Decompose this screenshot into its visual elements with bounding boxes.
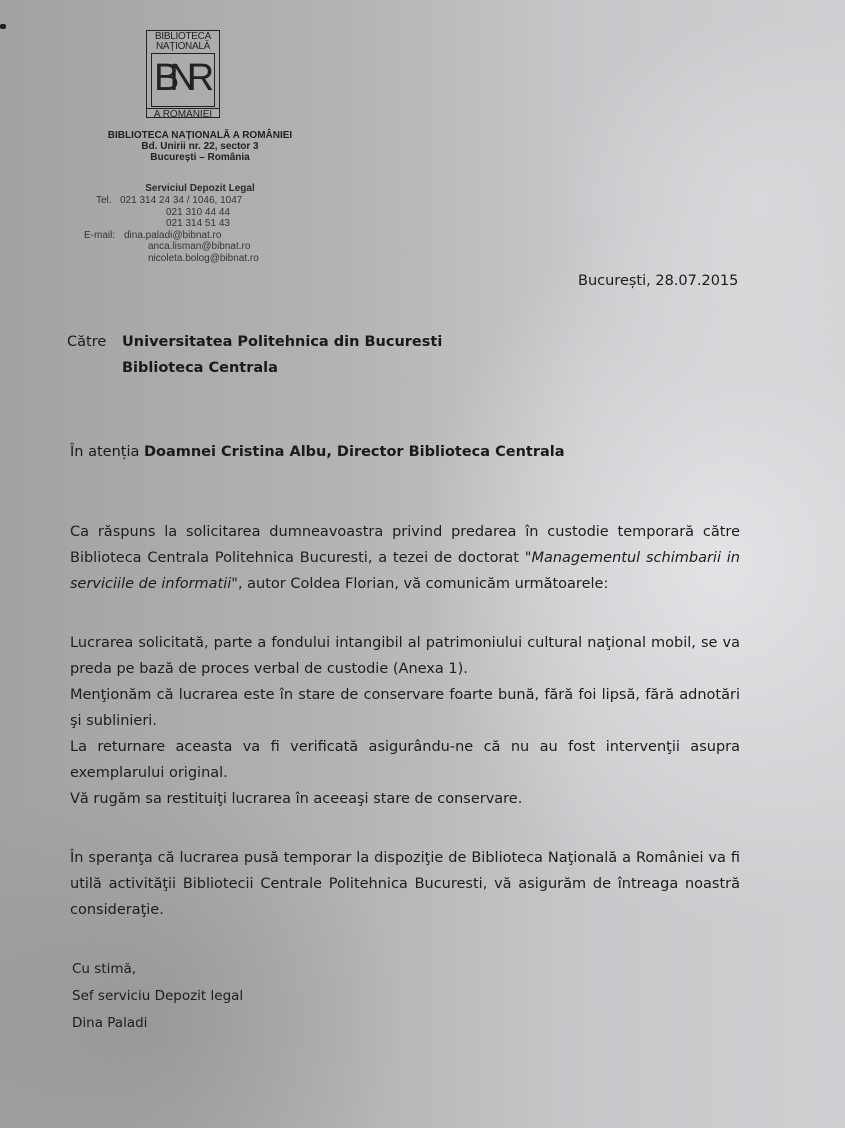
org-name: BIBLIOTECA NAȚIONALĂ A ROMÂNIEI: [107, 130, 293, 141]
service-name: Serviciul Depozit Legal: [145, 183, 255, 194]
email-3: nicoleta.bolog@bibnat.ro: [148, 252, 259, 264]
body-paragraph-1: [70, 519, 740, 597]
logo-monogram: [151, 53, 215, 107]
logo-monogram-text: BNR: [154, 57, 205, 99]
thesis-title: "Managementul schimbarii in serviciile de informatii": [70, 550, 740, 592]
tel-label: Tel.: [96, 195, 112, 206]
signature-block: [72, 956, 243, 1037]
logo-text-top-2: NAȚIONALĂ: [156, 41, 210, 52]
attention-name: Doamnei Cristina Albu, Director Biblioteca Centrala: [143, 444, 565, 460]
email-1: dina.paladi@bibnat.ro: [124, 229, 222, 241]
org-address-1: Bd. Unirii nr. 22, sector 3: [141, 141, 259, 152]
signer-name: Dina Paladi: [72, 1015, 148, 1031]
recipient-line-1: Universitatea Politehnica din Bucuresti: [122, 334, 443, 350]
letterhead-organization: [60, 130, 340, 163]
body-paragraph-2: [70, 630, 740, 812]
logo-text-top-1: BIBLIOTECA: [155, 31, 211, 42]
email-2: anca.lisman@bibnat.ro: [148, 241, 251, 252]
attention-prefix: În atenția: [70, 444, 144, 460]
org-address-2: București – România: [150, 152, 250, 163]
body-paragraph-3: [70, 845, 740, 923]
attention-line: [70, 444, 565, 460]
email-label: E-mail:: [84, 229, 116, 241]
p1-text-2: , autor Coldea Florian, vă comunicăm următoarele:: [237, 576, 609, 592]
recipient-label: Către: [67, 334, 107, 350]
p2-sentence-1: Lucrarea solicitată, parte a fondului intangibil al patrimoniului cultural naţional mobil, se va preda pe bază de proces verbal de custodie (Anexa 1).: [70, 635, 740, 677]
logo-text-bottom: A ROMÂNIEI: [147, 108, 219, 120]
phone-3: 021 314 51 43: [166, 218, 230, 229]
p2-sentence-3: La returnare aceasta va fi verificată asigurându-ne că nu au fost intervenţii asupra exemplarului original.: [70, 739, 740, 781]
scan-speck: [0, 24, 6, 29]
recipient-line-2: Biblioteca Centrala: [122, 360, 278, 376]
signer-role: Sef serviciu Depozit legal: [72, 988, 244, 1004]
p1-text-1: Ca răspuns la solicitarea dumneavoastra privind predarea în custodie temporară către Biblioteca Centrala Politehnica Bucuresti, a tezei de doctorat: [70, 524, 740, 566]
letter-date: București, 28.07.2015: [578, 273, 739, 289]
library-logo: [146, 30, 220, 118]
letterhead-service: [60, 183, 340, 194]
p3-text: În speranţa că lucrarea pusă temporar la dispoziţie de Biblioteca Naţională a României va fi utilă activităţii Bibliotecii Centrale Politehnica Bucuresti, vă asigurăm de întreaga noastră consideraţie.: [70, 850, 740, 918]
p2-sentence-4: Vă rugăm sa restituiţi lucrarea în aceeaşi stare de conservare.: [70, 791, 523, 807]
p2-sentence-2: Menţionăm că lucrarea este în stare de conservare foarte bună, fără foi lipsă, fără adnotări şi sublinieri.: [70, 687, 740, 729]
closing: Cu stimă,: [72, 961, 137, 977]
phone-2: 021 310 44 44: [166, 206, 230, 218]
phone-1: 021 314 24 34 / 1046, 1047: [120, 195, 243, 206]
